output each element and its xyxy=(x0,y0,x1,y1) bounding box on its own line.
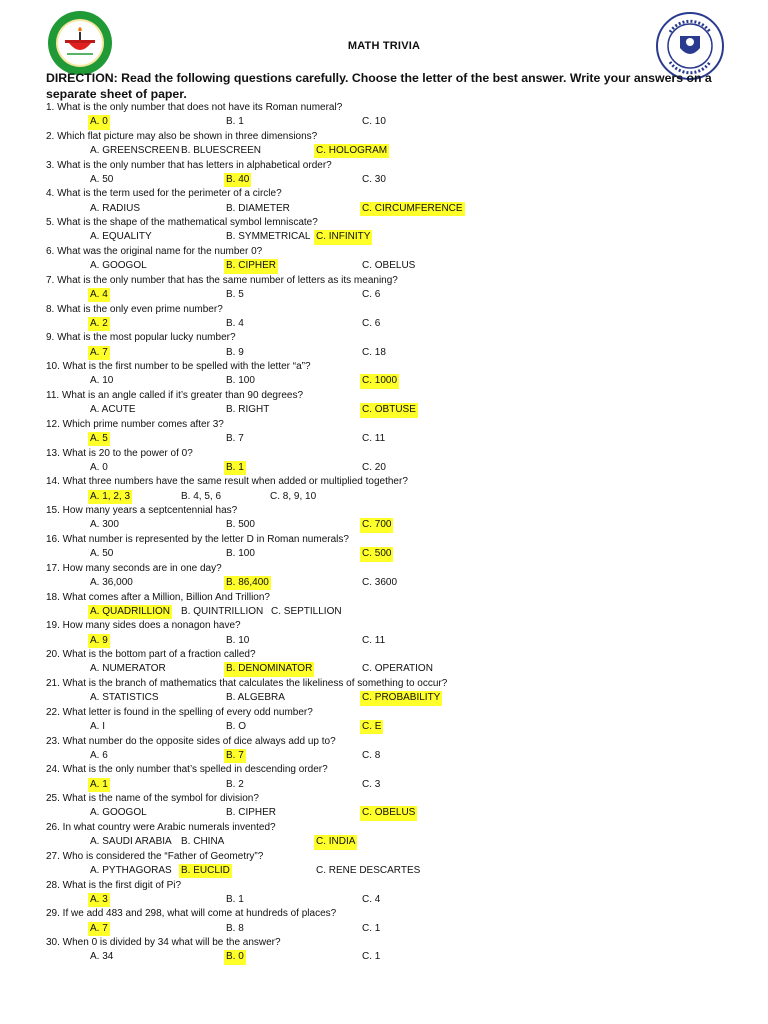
answer-option: B. 500 xyxy=(226,519,255,531)
answer-options xyxy=(46,173,736,187)
answer-option: A. 50 xyxy=(90,548,114,560)
question-text: 7. What is the only number that has the same number of letters as its meaning? xyxy=(46,274,398,286)
question-item xyxy=(46,850,736,879)
answer-option: C. 3600 xyxy=(362,577,398,589)
answer-option: C. 11 xyxy=(362,433,386,445)
question-item xyxy=(46,706,736,735)
answer-options xyxy=(46,835,736,849)
question-item xyxy=(46,936,736,965)
answer-option: A. PYTHAGORAS xyxy=(90,865,172,877)
answer-option: B. 1 xyxy=(226,893,244,905)
answer-option: C. SEPTILLION xyxy=(271,605,342,617)
answer-options xyxy=(46,778,736,792)
question-item xyxy=(46,735,736,764)
answer-option-correct: C. INFINITY xyxy=(314,230,372,244)
question-text: 12. Which prime number comes after 3? xyxy=(46,418,224,430)
answer-option: A. 10 xyxy=(90,375,114,387)
answer-option-correct: A. QUADRILLION xyxy=(88,605,172,619)
answer-option: B. SYMMETRICAL xyxy=(226,231,311,243)
answer-option-correct: C. PROBABILITY xyxy=(360,691,442,705)
answer-option: C. 18 xyxy=(362,346,386,358)
answer-option: B. BLUESCREEN xyxy=(181,145,262,157)
answer-option-correct: A. 5 xyxy=(88,432,110,446)
answer-option: B. RIGHT xyxy=(226,404,270,416)
answer-options xyxy=(46,634,736,648)
answer-options xyxy=(46,490,736,504)
question-text: 14. What three numbers have the same result when added or multiplied together? xyxy=(46,476,408,488)
answer-option-correct: C. HOLOGRAM xyxy=(314,144,389,158)
answer-options xyxy=(46,576,736,590)
question-item xyxy=(46,389,736,418)
question-text: 5. What is the shape of the mathematical symbol lemniscate? xyxy=(46,217,318,229)
answer-option: C. OBELUS xyxy=(362,260,416,272)
answer-option: A. ACUTE xyxy=(90,404,136,416)
question-item xyxy=(46,418,736,447)
answer-option: C. 8, 9, 10 xyxy=(270,490,317,502)
answer-option: C. 6 xyxy=(362,317,381,329)
question-text: 4. What is the term used for the perimeter of a circle? xyxy=(46,188,282,200)
question-item xyxy=(46,533,736,562)
answer-option-correct: C. 1000 xyxy=(360,374,399,388)
answer-options xyxy=(46,864,736,878)
answer-option: A. STATISTICS xyxy=(90,692,159,704)
question-list xyxy=(46,101,736,965)
question-item xyxy=(46,360,736,389)
answer-option: C. 1 xyxy=(362,922,381,934)
answer-option: B. DIAMETER xyxy=(226,202,290,214)
answer-option-correct: C. E xyxy=(360,720,383,734)
answer-option: A. 6 xyxy=(90,749,108,761)
question-item xyxy=(46,130,736,159)
answer-option: B. ALGEBRA xyxy=(226,692,285,704)
answer-options xyxy=(46,115,736,129)
question-text: 2. Which flat picture may also be shown in three dimensions? xyxy=(46,130,318,142)
answer-option-correct: A. 1 xyxy=(88,778,110,792)
answer-options xyxy=(46,317,736,331)
answer-option: B. 5 xyxy=(226,289,244,301)
directions-text: DIRECTION: Read the following questions carefully. Choose the letter of the best answer. Write your answers on a separate sheet of paper. xyxy=(46,71,712,101)
answer-options xyxy=(46,893,736,907)
question-item xyxy=(46,677,736,706)
question-item xyxy=(46,303,736,332)
question-text: 11. What is an angle called if it’s greater than 90 degrees? xyxy=(46,389,304,401)
answer-option: B. 9 xyxy=(226,346,244,358)
answer-options xyxy=(46,605,736,619)
answer-options xyxy=(46,662,736,676)
question-text: 28. What is the first digit of Pi? xyxy=(46,879,182,891)
answer-options xyxy=(46,720,736,734)
answer-option-correct: A. 2 xyxy=(88,317,110,331)
answer-option: A. RADIUS xyxy=(90,202,141,214)
question-text: 20. What is the bottom part of a fraction called? xyxy=(46,649,256,661)
answer-option: C. 30 xyxy=(362,173,386,185)
question-item xyxy=(46,907,736,936)
answer-options xyxy=(46,950,736,964)
question-item xyxy=(46,619,736,648)
answer-option: A. 50 xyxy=(90,173,114,185)
question-text: 23. What number do the opposite sides of dice always add up to? xyxy=(46,735,336,747)
question-item xyxy=(46,562,736,591)
answer-option: C. 4 xyxy=(362,893,381,905)
answer-options xyxy=(46,432,736,446)
answer-options xyxy=(46,374,736,388)
question-text: 17. How many seconds are in one day? xyxy=(46,562,222,574)
question-text: 22. What letter is found in the spelling of every odd number? xyxy=(46,706,313,718)
answer-option: C. 20 xyxy=(362,461,386,473)
question-item xyxy=(46,792,736,821)
answer-option-correct: A. 4 xyxy=(88,288,110,302)
question-item xyxy=(46,763,736,792)
answer-option: B. 10 xyxy=(226,634,250,646)
answer-option: C. 3 xyxy=(362,778,381,790)
question-item xyxy=(46,187,736,216)
answer-option-correct: B. 0 xyxy=(224,950,246,964)
answer-option: B. 1 xyxy=(226,116,244,128)
answer-option-correct: B. 40 xyxy=(224,173,251,187)
answer-option-correct: B. CIPHER xyxy=(224,259,278,273)
answer-option: C. OPERATION xyxy=(362,663,433,675)
answer-options xyxy=(46,259,736,273)
answer-option: A. GOOGOL xyxy=(90,260,147,272)
answer-option: A. EQUALITY xyxy=(90,231,152,243)
question-text: 26. In what country were Arabic numerals invented? xyxy=(46,821,276,833)
question-item xyxy=(46,591,736,620)
question-item xyxy=(46,821,736,850)
answer-option: B. O xyxy=(226,721,247,733)
answer-options xyxy=(46,403,736,417)
answer-option: A. SAUDI ARABIA xyxy=(90,836,172,848)
question-text: 21. What is the branch of mathematics that calculates the likeliness of something to occur? xyxy=(46,677,448,689)
answer-options xyxy=(46,547,736,561)
answer-option: B. CIPHER xyxy=(226,807,277,819)
answer-option: C. 6 xyxy=(362,289,381,301)
answer-options xyxy=(46,461,736,475)
question-text: 18. What comes after a Million, Billion And Trillion? xyxy=(46,591,270,603)
answer-option: C. 11 xyxy=(362,634,386,646)
answer-options xyxy=(46,288,736,302)
question-text: 10. What is the first number to be spelled with the letter “a”? xyxy=(46,361,311,373)
answer-option: B. 4, 5, 6 xyxy=(181,490,222,502)
answer-option-correct: A. 7 xyxy=(88,922,110,936)
question-text: 30. When 0 is divided by 34 what will be the answer? xyxy=(46,937,281,949)
question-text: 16. What number is represented by the letter D in Roman numerals? xyxy=(46,533,349,545)
answer-option-correct: A. 1, 2, 3 xyxy=(88,490,132,504)
question-text: 6. What was the original name for the number 0? xyxy=(46,245,263,257)
question-text: 27. Who is considered the “Father of Geometry”? xyxy=(46,850,264,862)
question-text: 15. How many years a septcentennial has? xyxy=(46,505,238,517)
question-text: 1. What is the only number that does not have its Roman numeral? xyxy=(46,102,343,113)
question-item xyxy=(46,648,736,677)
question-item xyxy=(46,245,736,274)
question-text: 25. What is the name of the symbol for division? xyxy=(46,793,259,805)
answer-options xyxy=(46,144,736,158)
question-text: 19. How many sides does a nonagon have? xyxy=(46,620,241,632)
answer-option-correct: B. 7 xyxy=(224,749,246,763)
answer-options xyxy=(46,806,736,820)
question-item xyxy=(46,159,736,188)
answer-option: A. 34 xyxy=(90,951,114,963)
question-item xyxy=(46,331,736,360)
answer-option: B. 8 xyxy=(226,922,244,934)
answer-option: C. 8 xyxy=(362,749,381,761)
question-item xyxy=(46,274,736,303)
answer-option-correct: C. 500 xyxy=(360,547,393,561)
question-item xyxy=(46,504,736,533)
answer-option: B. QUINTRILLION xyxy=(181,605,264,617)
answer-option: A. 300 xyxy=(90,519,119,531)
question-item xyxy=(46,101,736,130)
answer-options xyxy=(46,518,736,532)
answer-option-correct: A. 0 xyxy=(88,115,110,129)
answer-option: A. GOOGOL xyxy=(90,807,147,819)
answer-option: A. 36,000 xyxy=(90,577,133,589)
answer-option-correct: A. 3 xyxy=(88,893,110,907)
answer-option: B. 100 xyxy=(226,375,255,387)
answer-option-correct: A. 7 xyxy=(88,346,110,360)
answer-option-correct: C. OBTUSE xyxy=(360,403,418,417)
answer-option: C. 10 xyxy=(362,116,386,128)
page-title: MATH TRIVIA xyxy=(347,40,421,52)
answer-option-correct: B. EUCLID xyxy=(179,864,232,878)
answer-option: A. I xyxy=(90,721,106,733)
answer-option-correct: A. 9 xyxy=(88,634,110,648)
answer-option-correct: C. 700 xyxy=(360,518,393,532)
answer-option: C. RENE DESCARTES xyxy=(316,865,421,877)
question-item xyxy=(46,447,736,476)
question-text: 8. What is the only even prime number? xyxy=(46,303,223,315)
answer-option: A. GREENSCREEN xyxy=(90,145,180,157)
answer-options xyxy=(46,691,736,705)
answer-option: B. 2 xyxy=(226,778,244,790)
question-text: 3. What is the only number that has letters in alphabetical order? xyxy=(46,159,332,171)
answer-options xyxy=(46,202,736,216)
answer-option: B. CHINA xyxy=(181,836,225,848)
answer-option: A. 0 xyxy=(90,461,108,473)
answer-options xyxy=(46,749,736,763)
answer-option: B. 7 xyxy=(226,433,244,445)
answer-option: B. 4 xyxy=(226,317,244,329)
answer-options xyxy=(46,346,736,360)
answer-option: A. NUMERATOR xyxy=(90,663,166,675)
question-text: 9. What is the most popular lucky number? xyxy=(46,332,236,344)
question-text: 13. What is 20 to the power of 0? xyxy=(46,447,193,459)
question-item xyxy=(46,475,736,504)
answer-option: C. 1 xyxy=(362,951,381,963)
answer-option-correct: C. CIRCUMFERENCE xyxy=(360,202,465,216)
answer-option-correct: B. 86,400 xyxy=(224,576,271,590)
answer-option-correct: B. DENOMINATOR xyxy=(224,662,314,676)
question-item xyxy=(46,216,736,245)
answer-option: B. 100 xyxy=(226,548,255,560)
question-text: 29. If we add 483 and 298, what will come at hundreds of places? xyxy=(46,908,337,920)
answer-option-correct: B. 1 xyxy=(224,461,246,475)
question-item xyxy=(46,879,736,908)
answer-options xyxy=(46,922,736,936)
answer-options xyxy=(46,230,736,244)
question-text: 24. What is the only number that’s spelled in descending order? xyxy=(46,764,328,776)
answer-option-correct: C. INDIA xyxy=(314,835,357,849)
answer-option-correct: C. OBELUS xyxy=(360,806,417,820)
